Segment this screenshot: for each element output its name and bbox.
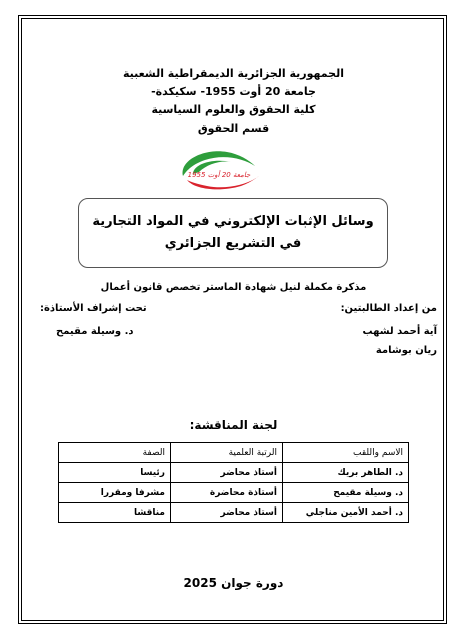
table-row (59, 463, 409, 483)
header-republic: الجمهورية الجزائرية الديمقراطية الشعبية (123, 67, 344, 80)
cell-rank: أستاذة محاضرة (171, 483, 283, 503)
committee-table (58, 442, 409, 523)
student-name-1: آية أحمد لشهب (362, 326, 437, 337)
thesis-title-line1: وسائل الإثبات الإلكتروني في المواد التجارية (92, 214, 374, 229)
header-faculty: كلية الحقوق والعلوم السياسية (151, 103, 316, 116)
cell-role: مشرفا ومقررا (59, 483, 171, 503)
cell-role: مناقشا (59, 503, 171, 523)
thesis-title-line2: في التشريع الجزائري (164, 236, 302, 251)
cell-rank: أستاذ محاضر (171, 463, 283, 483)
university-logo (175, 146, 263, 194)
cell-rank: أستاذ محاضر (171, 503, 283, 523)
header-department: قسم الحقوق (197, 122, 270, 135)
table-header-row (59, 443, 409, 463)
header-university: جامعة 20 أوت 1955- سكيكدة- (151, 85, 316, 98)
committee-title: لجنة المناقشة: (189, 418, 278, 432)
supervisor-name: د. وسيلة مقيمح (56, 326, 134, 337)
cell-name: د. وسيلة مقيمح (283, 483, 409, 503)
students-label: من إعداد الطالبتين: (340, 303, 437, 314)
student-name-2: ريان بوشامة (375, 345, 437, 356)
supervisor-label: تحت إشراف الأستاذة: (40, 303, 147, 314)
cell-name: د. أحمد الأمين مناجلي (283, 503, 409, 523)
memo-description: مذكرة مكملة لنيل شهادة الماستر تخصص قانون أعمال (100, 282, 367, 293)
logo-text: جامعة 20 أوت 1955 (187, 171, 251, 179)
header-rank: الرتبة العلمية (171, 443, 283, 463)
table-row (59, 503, 409, 523)
session-date: دورة جوان 2025 (183, 576, 284, 590)
header-name: الاسم واللقب (283, 443, 409, 463)
cell-name: د. الطاهر بريك (283, 463, 409, 483)
table-row (59, 483, 409, 503)
header-role: الصفة (59, 443, 171, 463)
cell-role: رئيسا (59, 463, 171, 483)
thesis-title-box (78, 198, 388, 268)
